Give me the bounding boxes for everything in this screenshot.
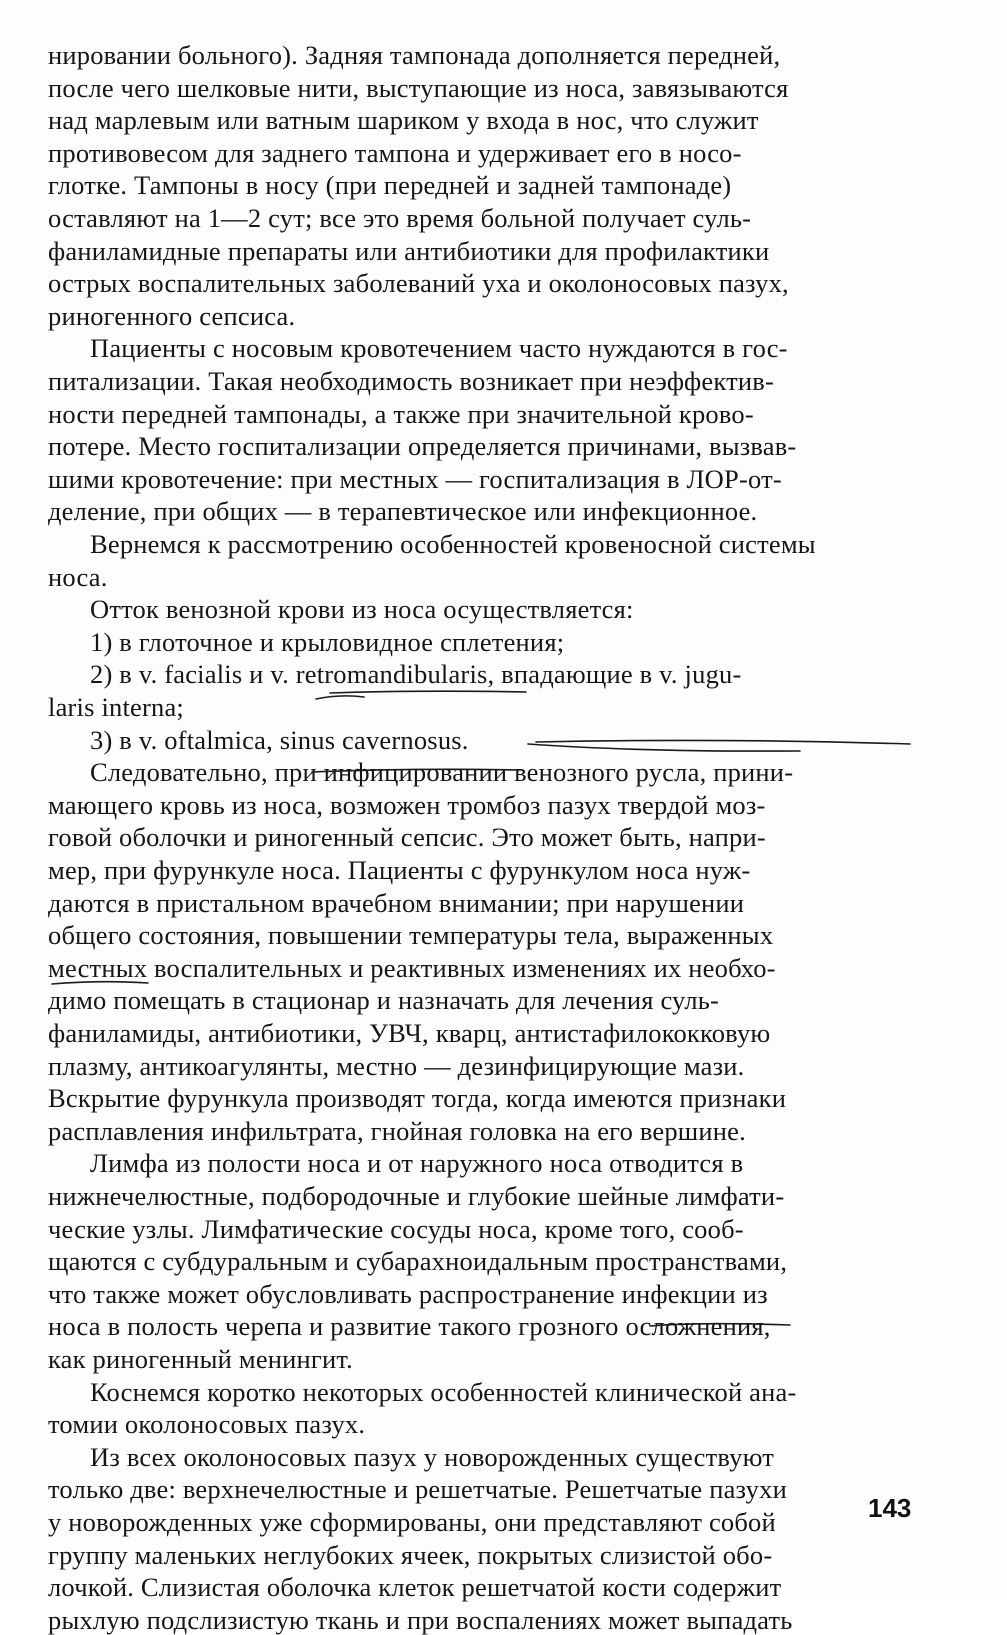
text-line: 1) в глоточное и крыловидное сплетения; (90, 626, 565, 657)
text-line: над марлевым или ватным шариком у входа в нос, что служит (48, 105, 759, 136)
text-line: Вскрытие фурункула производят тогда, когда имеются признаки (48, 1083, 787, 1114)
text-line: димо помещать в стационар и назначать для лечения суль- (48, 985, 720, 1016)
text-line: после чего шелковые нити, выступающие из носа, завязываются (48, 72, 789, 103)
text-line: у новорожденных уже сформированы, они представляют собой (48, 1507, 776, 1537)
text-line: общего состояния, повышении температуры тела, выраженных (48, 920, 774, 951)
text-line: риногенного сепсиса. (48, 300, 296, 331)
text-line: томии околоносовых пазух. (48, 1409, 366, 1440)
text-line: что также может обусловливать распространение инфекции из (48, 1278, 768, 1309)
text-line: деление, при общих — в терапевтическое или инфекционное. (48, 496, 758, 527)
text-line: 3) в v. oftalmica, sinus cavernosus. (90, 724, 469, 755)
text-line: острых воспалительных заболеваний уха и околоносовых пазух, (48, 268, 789, 299)
text-line: носа. (48, 561, 108, 592)
text-line: ческие узлы. Лимфатические сосуды носа, кроме того, сооб- (48, 1213, 744, 1244)
text-line: нижнечелюстные, подбородочные и глубокие шейные лимфати- (48, 1181, 785, 1211)
text-line: laris interna; (48, 692, 184, 722)
text-line: Пациенты с носовым кровотечением часто нуждаются в гос- (90, 333, 788, 364)
text-line: 2) в v. facialis и v. retromandibularis, впадающие в v. jugu- (90, 659, 742, 690)
text-line: Коснемся коротко некоторых особенностей клинической ана- (90, 1376, 797, 1407)
text-line: говой оболочки и риногенный сепсис. Это может быть, напри- (48, 822, 766, 853)
text-line: местных воспалительных и реактивных изменениях их необхо- (48, 952, 776, 983)
text-line: группу маленьких неглубоких ячеек, покрытых слизистой обо- (48, 1539, 773, 1570)
text-line: питализации. Такая необходимость возникает при неэффектив- (48, 366, 775, 396)
text-line: как риногенный менингит. (48, 1344, 353, 1374)
text-line: расплавления инфильтрата, гнойная головка на его вершине. (48, 1115, 746, 1146)
text-line: лочкой. Слизистая оболочка клеток решетчатой кости содержит (48, 1572, 782, 1603)
text-line: даются в пристальном врачебном внимании; при нарушении (48, 887, 745, 918)
text-line: мающего кровь из носа, возможен тромбоз пазух твердой моз- (48, 789, 766, 820)
text-line: Вернемся к рассмотрению особенностей кровеносной системы (90, 529, 816, 559)
text-line: ности передней тампонады, а также при значительной крово- (48, 398, 754, 429)
text-line: фаниламидные препараты или антибиотики для профилактики (48, 235, 770, 266)
text-line: Следовательно, при инфицировании венозного русла, прини- (90, 757, 794, 788)
text-line: мер, при фурункуле носа. Пациенты с фурункулом носа нуж- (48, 855, 751, 885)
page-number: 143 (868, 1493, 912, 1523)
text-line: щаются с субдуральным и субарахноидальным пространствами, (48, 1246, 788, 1277)
text-line: глотке. Тампоны в носу (при передней и задней тампонаде) (48, 170, 732, 201)
text-line: рыхлую подслизистую ткань и при воспалениях может выпадать (48, 1604, 793, 1635)
text-line: нировании больного). Задняя тампонада дополняется передней, (48, 40, 781, 70)
text-line: оставляют на 1—2 сут; все это время больной получает суль- (48, 203, 752, 233)
text-line: фаниламиды, антибиотики, УВЧ, кварц, антистафилококковую (48, 1018, 771, 1048)
text-line: носа в полость черепа и развитие такого грозного осложнения, (48, 1311, 771, 1342)
text-line: Лимфа из полости носа и от наружного носа отводится в (90, 1148, 744, 1179)
text-line: плазму, антикоагулянты, местно — дезинфицирующие мази. (48, 1050, 745, 1081)
text-line: противовесом для заднего тампона и удерживает его в носо- (48, 137, 742, 168)
text-line: шими кровотечение: при местных — госпитализация в ЛОР-от- (48, 463, 782, 494)
text-line: Отток венозной крови из носа осуществляется: (90, 594, 634, 625)
text-line: Из всех околоносовых пазух у новорожденных существуют (90, 1441, 775, 1472)
text-line: только две: верхнечелюстные и решетчатые. Решетчатые пазухи (48, 1474, 787, 1505)
text-line: потере. Место госпитализации определяется причинами, вызвав- (48, 431, 797, 462)
